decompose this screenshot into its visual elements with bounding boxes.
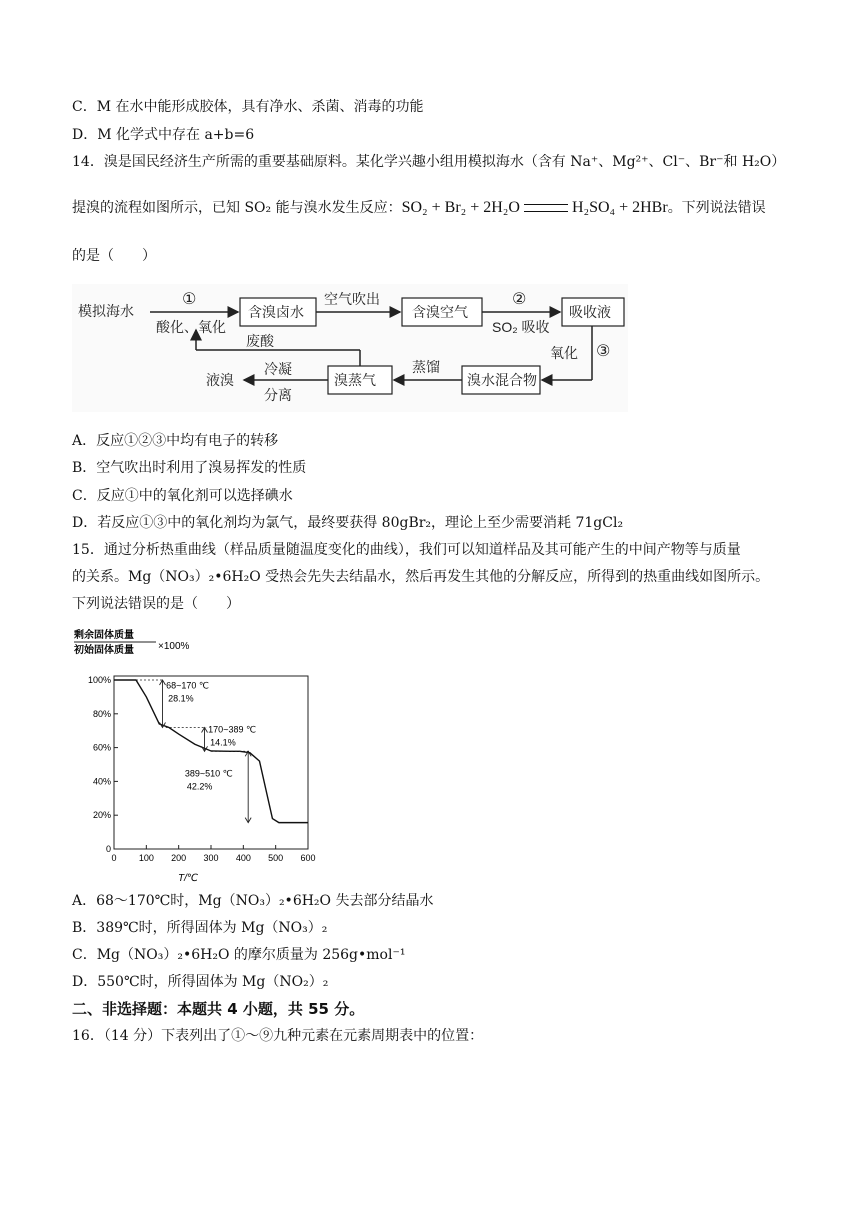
annotation-loss: 42.2% (186, 781, 213, 792)
flow-oxidize: 氧化 (550, 345, 578, 361)
q15-stem-line2: 的关系。Mg（NO₃）₂•6H₂O 受热会先失去结晶水，然后再发生其他的分解反应，所得到的热重曲线如图所示。 (72, 569, 770, 585)
q14-stem-line2 (72, 198, 766, 218)
annotation-range: 68~170 ℃ (166, 680, 210, 691)
xlabel: T/℃ (178, 873, 199, 884)
equation-arrow (524, 204, 568, 212)
y-tick-label: 0 (105, 844, 111, 854)
y-tick-label: 100% (87, 675, 111, 685)
equation-left: SO₂ + Br₂ + 2H₂O (401, 199, 520, 216)
y-tick-label: 60% (92, 742, 111, 753)
q13-option-c: C．M 在水中能形成胶体，具有净水、杀菌、消毒的功能 (72, 99, 424, 115)
q14-option-a: A．反应①②③中均有电子的转移 (72, 433, 279, 449)
flow-step3: ③ (596, 343, 611, 360)
q14-option-d: D．若反应①③中的氧化剂均为氯气，最终要获得 80gBr₂，理论上至少需要消耗 71gCl₂ (72, 515, 624, 531)
flow-seawater: 模拟海水 (78, 303, 134, 319)
q16-stem: 16．（14 分）下表列出了①～⑨九种元素在元素周期表中的位置： (72, 1028, 484, 1044)
flow-condense: 冷凝 (264, 361, 292, 377)
flow-step2: ② (512, 291, 527, 308)
x-tick-label: 200 (171, 853, 187, 863)
q15-option-a: A．68～170℃时，Mg（NO₃）₂•6H₂O 失去部分结晶水 (72, 893, 434, 909)
annotation-range: 170~389 ℃ (208, 724, 257, 735)
flow-step2-label: SO₂ 吸收 (492, 319, 550, 335)
flow-bromine-air: 含溴空气 (412, 304, 468, 320)
q15-option-b: B．389℃时，所得固体为 Mg（NO₃）₂ (72, 920, 328, 936)
q14-stem-line3: 的是（ ） (72, 248, 156, 264)
annotation-range: 389~510 ℃ (184, 768, 233, 779)
q15-stem-line1: 15．通过分析热重曲线（样品质量随温度变化的曲线），我们可以知道样品及其可能产生的中间产物等与质量 (72, 542, 741, 558)
q14-stem-prefix: 提溴的流程如图所示，已知 SO₂ 能与溴水发生反应： (72, 200, 402, 216)
q13-option-d: D．M 化学式中存在 a+b=6 (72, 127, 255, 143)
bromine-flow-diagram (72, 284, 628, 412)
q14-option-c: C．反应①中的氧化剂可以选择碘水 (72, 488, 293, 504)
flow-liquid: 液溴 (206, 372, 234, 388)
ylabel-suffix: ×100% (158, 641, 190, 652)
flow-vapor: 溴蒸气 (334, 372, 376, 388)
equation-right: H₂SO₄ + 2HBr (571, 199, 668, 216)
thermogravimetric-chart (72, 625, 320, 885)
x-tick-label: 400 (235, 853, 251, 863)
section2-heading: 二、非选择题：本题共 4 小题，共 55 分。 (72, 1000, 365, 1018)
x-tick-label: 0 (111, 853, 117, 863)
flow-absorb: 吸收液 (569, 304, 611, 320)
x-tick-label: 600 (300, 853, 316, 863)
y-tick-label: 40% (92, 776, 111, 787)
q15-stem-line3: 下列说法错误的是（ ） (72, 596, 240, 612)
annotation-loss: 14.1% (210, 737, 236, 748)
flow-waste-acid: 废酸 (246, 333, 274, 349)
q15-option-d: D．550℃时，所得固体为 Mg（NO₂）₂ (72, 974, 329, 990)
q14-stem-line1: 14．溴是国民经济生产所需的重要基础原料。某化学兴趣小组用模拟海水（含有 Na⁺、Mg²⁺、Cl⁻、Br⁻和 H₂O） (72, 154, 786, 170)
q15-option-c: C．Mg（NO₃）₂•6H₂O 的摩尔质量为 256g•mol⁻¹ (72, 947, 406, 963)
y-tick-label: 80% (92, 708, 111, 719)
q14-option-b: B．空气吹出时利用了溴易挥发的性质 (72, 460, 307, 476)
flow-separate: 分离 (264, 387, 292, 403)
x-tick-label: 300 (203, 853, 219, 863)
flow-distill: 蒸馏 (412, 359, 440, 375)
x-tick-label: 100 (138, 853, 154, 863)
flow-air-blow: 空气吹出 (324, 291, 380, 307)
x-tick-label: 500 (268, 853, 284, 863)
flow-brine: 含溴卤水 (248, 304, 304, 320)
flow-step1: ① (182, 291, 197, 308)
q14-stem-suffix: 。下列说法错误 (667, 200, 766, 216)
flow-step1-label: 酸化、氧化 (156, 319, 226, 335)
flow-mixture: 溴水混合物 (467, 372, 537, 388)
annotation-loss: 28.1% (168, 693, 194, 704)
ylabel-numerator: 剩余固体质量 (74, 630, 134, 641)
y-tick-label: 20% (92, 810, 111, 821)
ylabel-denominator: 初始固体质量 (74, 645, 134, 656)
